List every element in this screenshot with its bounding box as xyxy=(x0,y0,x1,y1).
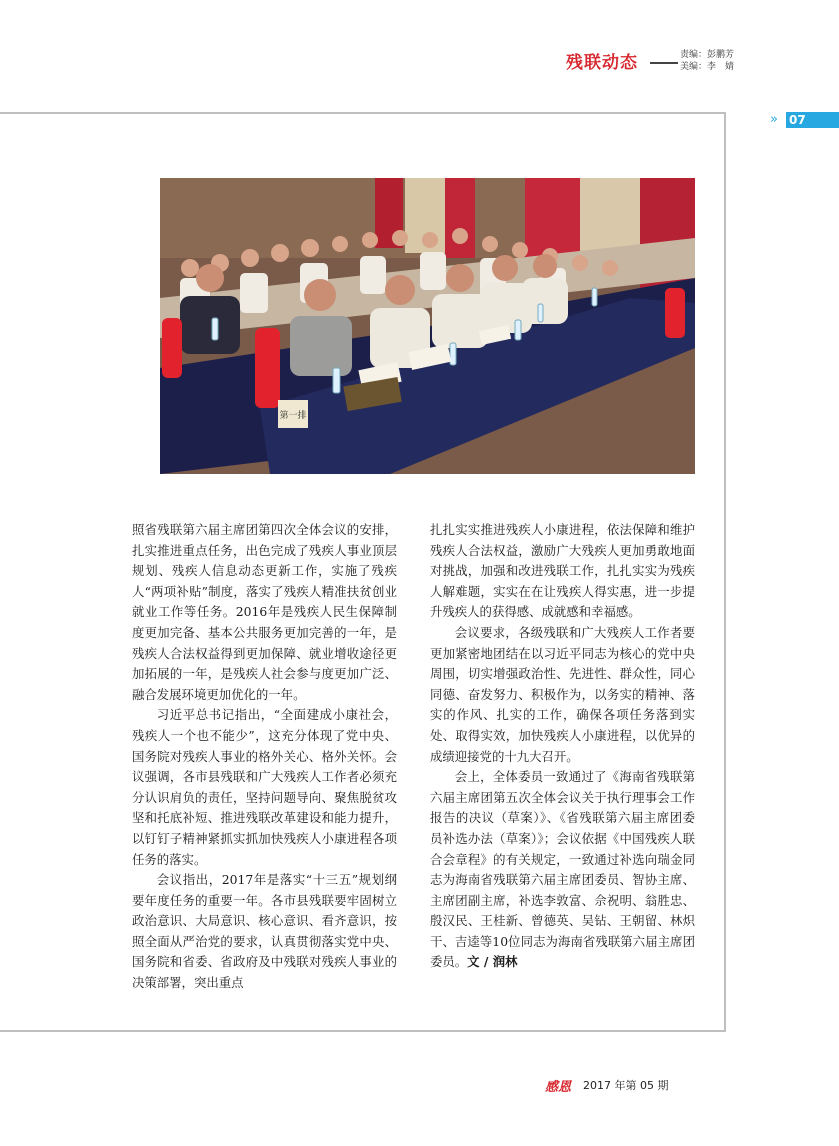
article-paragraph: 扎扎实实推进残疾人小康进程，依法保障和维护残疾人合法权益，激励广大残疾人更加勇敢地面对挑战，加强和改进残联工作，扎扎实实为残疾人解难题，实实在在让残疾人得实惠，进一步提升残疾人的获得感、成就感和幸福感。 xyxy=(430,522,695,620)
page-number-tab xyxy=(770,112,839,128)
article-paragraph: 会议指出，2017年是落实“十三五”规划纲要年度任务的重要一年。各市县残联要牢固树立政治意识、大局意识、核心意识、看齐意识，按照全面从严治党的要求，认真贯彻落实党中央、国务院和省委、省政府及中残联对残疾人事业的决策部署，突出重点 xyxy=(132,872,397,991)
article-paragraph-text: 会上，全体委员一致通过了《海南省残联第六届主席团第五次全体会议关于执行理事会工作报告的决议（草案）》、《省残联第六届主席团委员补选办法（草案）》；会议依据《中国残疾人联合会章程》的有关规定，一致通过补选向瑞金同志为海南省残联第六届主席团委员、智协主席、主席团副主席，补选李敦富、佘祝明、翁胜忠、殷汉民、王桂新、曾德英、吴钻、王朝留、林炽干、吉逵等10位同志为海南省残联第六届主席团委员。 xyxy=(430,769,695,970)
title-divider xyxy=(650,62,678,64)
meeting-photo xyxy=(160,178,695,474)
article-paragraph: 会议要求，各级残联和广大残疾人工作者要更加紧密地团结在以习近平同志为核心的党中央周围，切实增强政治性、先进性、群众性，同心同德、奋发努力、积极作为，以务实的精神、落实的作风、扎实的工作，确保各项任务落到实处、取得实效，加快残疾人小康进程，以优异的成绩迎接党的十九大召开。 xyxy=(430,624,695,764)
magazine-logo: 感恩 xyxy=(545,1079,572,1095)
editor-credits xyxy=(680,49,734,73)
editor-line: 责编：彭鹏芳 xyxy=(680,50,735,60)
meeting-photo-illustration xyxy=(160,178,695,474)
designer-line: 美编：李 婧 xyxy=(680,62,735,72)
article-paragraph xyxy=(430,767,695,973)
issue-label: 2017 年第 05 期 xyxy=(583,1079,669,1092)
article-right-column xyxy=(430,520,695,973)
section-title: 残联动态 xyxy=(566,53,638,73)
chevron-right-icon: » xyxy=(770,112,778,127)
seat-sign: 第一排 xyxy=(279,411,307,421)
page-header xyxy=(566,46,826,76)
page-footer xyxy=(545,1076,669,1094)
article-left-column xyxy=(132,520,397,994)
article-byline: 文 / 润林 xyxy=(467,954,518,970)
article-paragraph: 习近平总书记指出，“全面建成小康社会，残疾人一个也不能少”，这充分体现了党中央、国务院对残疾人事业的格外关心、格外关怀。会议强调，各市县残联和广大残疾人工作者必须充分认识肩负的责任，坚持问题导向、聚焦脱贫攻坚和托底补短、推进残联改革建设和能力提升，以钉钉子精神紧抓实抓加快残疾人小康进程各项任务的落实。 xyxy=(132,707,397,867)
page-number: 07 xyxy=(786,112,839,128)
article-paragraph: 照省残联第六届主席团第四次全体会议的安排，扎实推进重点任务，出色完成了残疾人事业顶层规划、残疾人信息动态更新工作，实施了残疾人“两项补贴”制度，落实了残疾人精准扶贫创业就业工作等任务。2016年是残疾人民生保障制度更加完备、基本公共服务更加完善的一年，是残疾人合法权益得到更加保障、就业增收途径更加拓展的一年，是残疾人社会参与度更加广泛、融合发展环境更加优化的一年。 xyxy=(132,522,397,702)
